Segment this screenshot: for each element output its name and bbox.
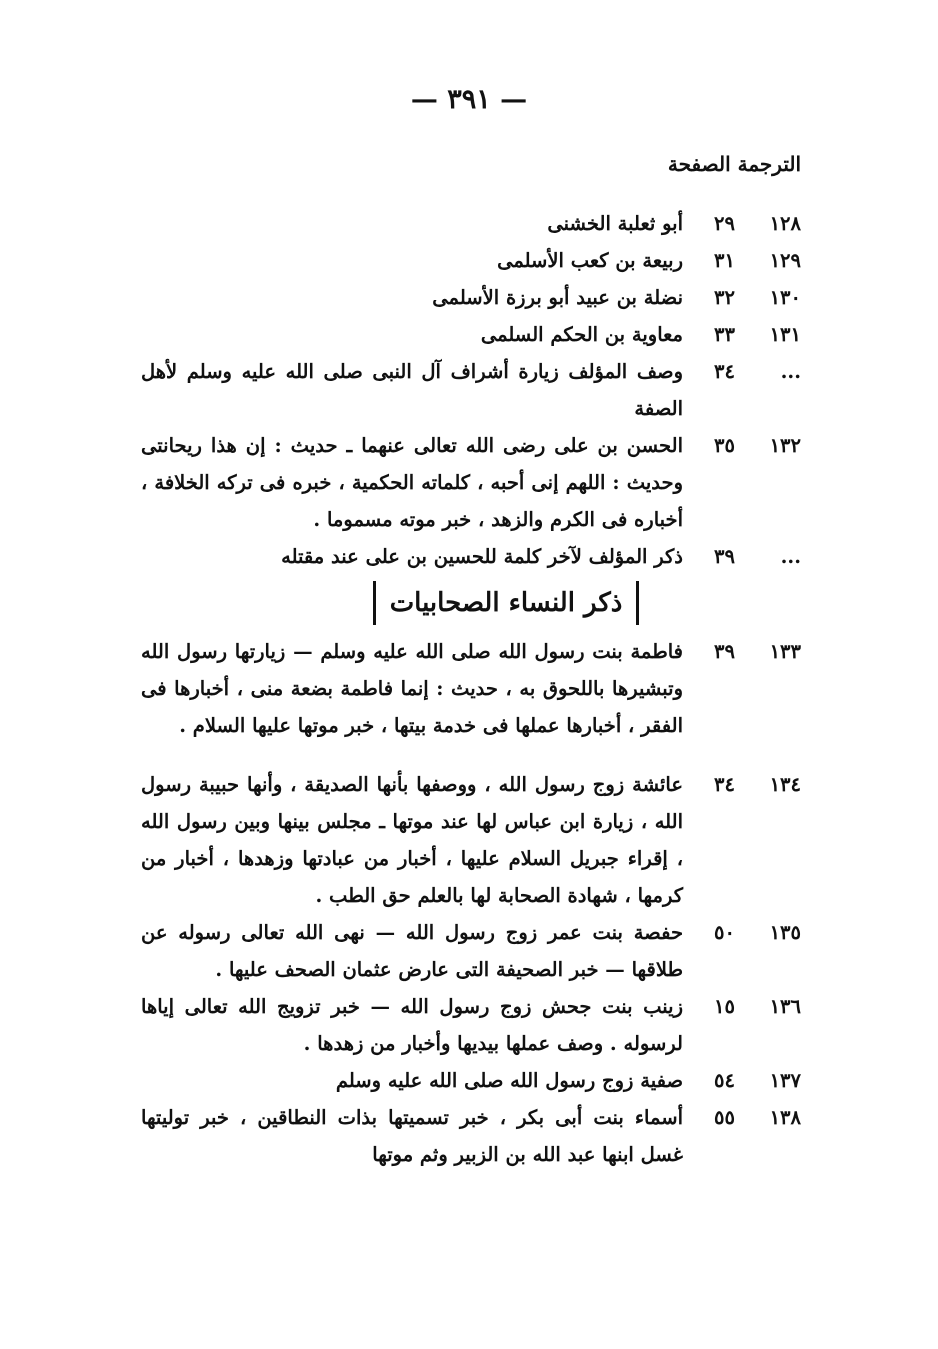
entry-biography-number: ٣٩ (714, 545, 735, 568)
entry-text: أسماء بنت أبى بكر ، خبر تسميتها بذات النطاقين ، خبر توليتها غسل ابنها عبد الله بن الزبير وثم موتها (141, 1106, 683, 1166)
entry-text: وصف المؤلف زيارة أشراف آل النبى صلى الله عليه وسلم لأهل الصفة (141, 360, 683, 420)
entry-biography-number: ٣٩ (714, 640, 735, 663)
toc-entry (141, 1062, 801, 1099)
toc-entry (141, 538, 801, 575)
toc-entry (141, 316, 801, 353)
entry-biography-number: ٣٤ (714, 773, 735, 796)
entry-text: أبو ثعلبة الخشنى (547, 212, 683, 235)
entry-page-number: ... (780, 360, 801, 383)
entry-text: ذكر المؤلف لآخر كلمة للحسين بن على عند مقتله (281, 545, 683, 568)
entry-biography-number: ٥٥ (714, 1106, 735, 1129)
entry-biography-number: ٣٥ (714, 434, 735, 457)
toc-entry (141, 1099, 801, 1173)
entry-biography-number: ٣٣ (714, 323, 735, 346)
entry-biography-number: ١٥ (714, 995, 735, 1018)
entry-text: الحسن بن على رضى الله تعالى عنهما ـ حديث : إن هذا ريحانتى وحديث : اللهم إنى أحبه ، كلماته الحكمية ، خبره فى تركه الخلافة ، أخباره فى الكرم والزهد ، خبر موته مسموما . (141, 434, 683, 531)
entry-page-number: ١٣٠ (769, 286, 801, 309)
page-number: — ٣٩١ — (410, 84, 528, 115)
entry-page-number: ١٣٦ (769, 995, 801, 1018)
toc-entry (141, 205, 801, 242)
entry-biography-number: ٣٢ (714, 286, 735, 309)
entry-text: ربيعة بن كعب الأسلمى (497, 249, 683, 272)
entry-page-number: ١٣٨ (769, 1106, 801, 1129)
entry-biography-number: ٣١ (714, 249, 735, 272)
entry-page-number: ١٣٧ (769, 1069, 801, 1092)
entry-text: حفصة بنت عمر زوج رسول الله — نهى الله تعالى رسوله عن طلاقها — خبر الصحيفة التى عارض عثمان الصحف عليها . (141, 921, 683, 981)
column-header: الترجمة الصفحة (667, 152, 801, 176)
toc-entry (141, 766, 801, 914)
entry-page-number: ١٣٣ (769, 640, 801, 663)
toc-entry (141, 279, 801, 316)
toc-entry (141, 242, 801, 279)
entry-page-number: ... (780, 545, 801, 568)
entry-page-number: ١٣١ (769, 323, 801, 346)
entry-page-number: ١٣٥ (769, 921, 801, 944)
section-heading-text: ذكر النساء الصحابيات (373, 581, 640, 625)
entry-biography-number: ٣٤ (714, 360, 735, 383)
entry-page-number: ١٣٢ (769, 434, 801, 457)
entry-text: زينب بنت جحش زوج رسول الله — خبر تزويج الله تعالى إياها لرسوله . وصف عملها بيديها وأخبار من زهدها . (141, 995, 683, 1055)
entry-text: فاطمة بنت رسول الله صلى الله عليه وسلم — زيارتها رسول الله وتبشيرها باللحوق به ، حديث : إنما فاطمة بضعة منى ، أخبارها فى الفقر ، أخبارها عملها فى خدمة بيتها ، خبر موتها عليها السلام . (141, 640, 683, 737)
toc-entry (141, 427, 801, 538)
entry-biography-number: ٢٩ (714, 212, 735, 235)
entry-text: صفية زوج رسول الله صلى الله عليه وسلم (335, 1069, 683, 1092)
entry-page-number: ١٢٨ (769, 212, 801, 235)
entry-text: نضلة بن عبيد أبو برزة الأسلمى (432, 286, 683, 309)
entry-biography-number: ٥٠ (714, 921, 735, 944)
section-heading (141, 581, 801, 625)
entry-text: عائشة زوج رسول الله ، ووصفها بأنها الصديقة ، وأنها حبيبة رسول الله ، زيارة ابن عباس لها عند موتها ـ مجلس بينها وبين رسول الله ، إقراء جبريل السلام عليها ، أخبار من عبادتها وزهدها ، أخبار من كرمها ، شهادة الصحابة لها بالعلم حق الطب . (141, 773, 683, 907)
toc-entry (141, 633, 801, 744)
entry-page-number: ١٢٩ (769, 249, 801, 272)
entry-page-number: ١٣٤ (769, 773, 801, 796)
table-of-contents (141, 205, 801, 1173)
entry-text: معاوية بن الحكم السلمى (480, 323, 683, 346)
toc-entry (141, 914, 801, 988)
toc-entry (141, 988, 801, 1062)
toc-entry (141, 353, 801, 427)
entry-biography-number: ٥٤ (714, 1069, 735, 1092)
